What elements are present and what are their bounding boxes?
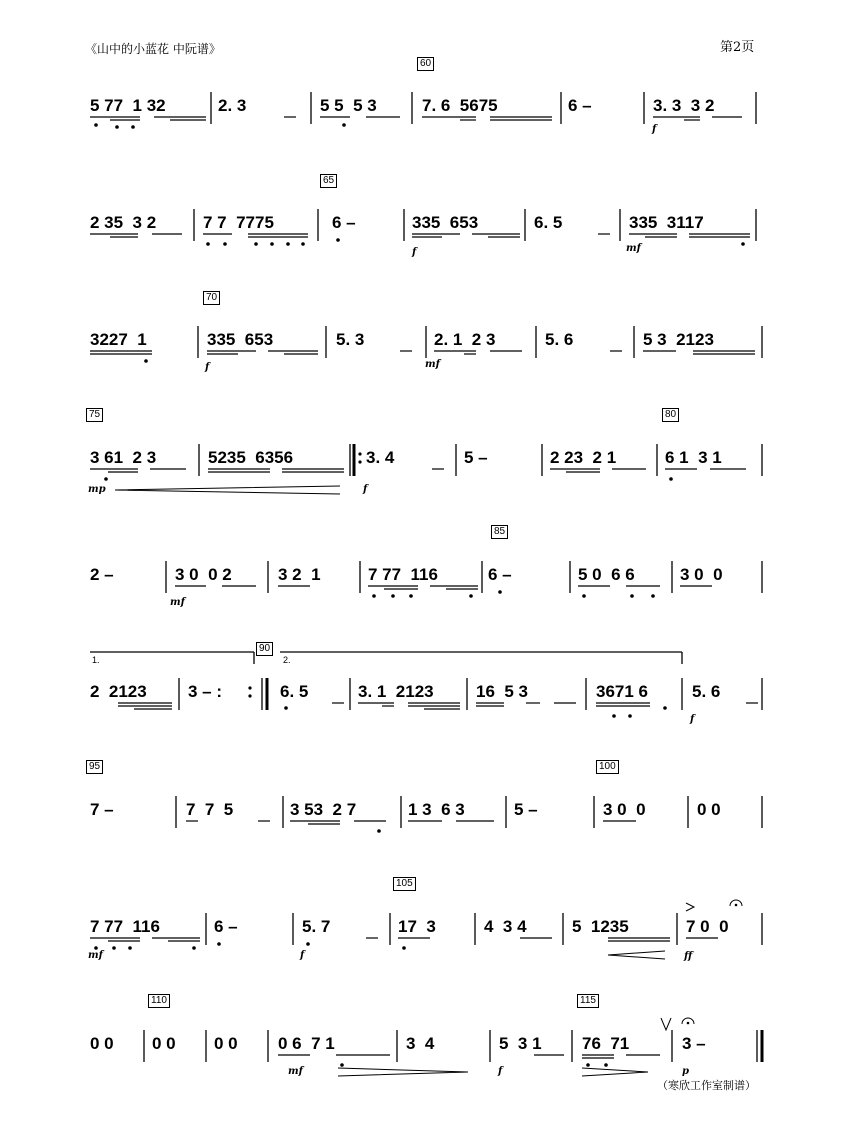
measure: 76 71 [582, 1034, 630, 1053]
measure: 5 3 2123 [643, 330, 714, 349]
dynamic-mark: f [300, 950, 305, 961]
measure: 335 653 [412, 213, 479, 232]
measure: 6 – [568, 96, 592, 115]
measure: 3 0 0 [603, 800, 646, 819]
volta-1-label: 1. [92, 655, 100, 665]
measure: 0 0 [90, 1034, 114, 1053]
measure: 17 3 [398, 917, 436, 936]
measure: 5 1235 [572, 917, 629, 936]
measure: 3 – : [188, 682, 223, 701]
measure: 3671 6 [596, 682, 648, 701]
measure: 335 653 [207, 330, 274, 349]
measure: 6 – [332, 213, 356, 232]
measure: 335 3117 [629, 213, 704, 232]
measure: 16 5 3 [476, 682, 528, 701]
measure: 3 0 0 [680, 565, 723, 584]
measure: 6 1 3 1 [665, 448, 722, 467]
measure: 5. 6 [545, 330, 574, 349]
rehearsal-mark-95: 95 [86, 760, 103, 774]
measure: 2. 1 2 3 [434, 330, 496, 349]
measure: 3 4 [406, 1034, 435, 1053]
measure: 3 0 0 2 [175, 565, 232, 584]
dynamic-mark: mf [425, 359, 440, 370]
rehearsal-mark-60: 60 [417, 57, 434, 71]
measure: 7 0 0 [686, 917, 729, 936]
measure: 3. 4 [366, 448, 395, 467]
measure: 5 77 1 32 [90, 96, 166, 115]
volta-2-label: 2. [283, 655, 291, 665]
rehearsal-mark-105: 105 [393, 877, 416, 891]
measure: 6 – [488, 565, 512, 584]
document-title: 《山中的小蓝花 中阮谱》 [85, 42, 221, 56]
rehearsal-mark-110: 110 [148, 994, 170, 1008]
measure: 7 – [90, 800, 114, 819]
measure: 2 2123 [90, 682, 147, 701]
measure: 3 53 2 7 [290, 800, 357, 819]
page-number: 第2页 [720, 40, 755, 55]
rehearsal-mark-85: 85 [491, 525, 508, 539]
measure: 0 6 7 1 [278, 1034, 335, 1053]
measure: 2. 3 [218, 96, 247, 115]
rehearsal-mark-75: 75 [86, 408, 103, 422]
rehearsal-mark-65: 65 [320, 174, 337, 188]
measure: 5235 6356 [208, 448, 294, 467]
measure: 3227 1 [90, 330, 147, 349]
dynamic-mark: f [412, 247, 417, 258]
dynamic-mark: f [690, 714, 695, 725]
measure: 3 2 1 [278, 565, 321, 584]
measure: 0 0 [214, 1034, 238, 1053]
measure: 2 35 3 2 [90, 213, 157, 232]
measure: 0 0 [697, 800, 721, 819]
measure: 5 – [514, 800, 538, 819]
dynamic-mark: mf [288, 1066, 303, 1077]
measure: 5 3 1 [499, 1034, 542, 1053]
dynamic-mark: mf [88, 950, 103, 961]
dynamic-mark: mf [626, 243, 641, 254]
measure: 6 – [214, 917, 238, 936]
measure: 7. 6 5675 [422, 96, 498, 115]
measure: 7 7 5 [186, 800, 234, 819]
measure: 5 0 6 6 [578, 565, 635, 584]
measure: 5 5 5 3 [320, 96, 377, 115]
dynamic-mark: f [652, 124, 657, 135]
measure: 7 77 116 [90, 917, 160, 936]
measure: 7 7 7775 [203, 213, 274, 232]
measure: 3 – [682, 1034, 706, 1053]
measure: 2 23 2 1 [550, 448, 617, 467]
measure: 6. 5 [280, 682, 309, 701]
dynamic-mark: f [363, 484, 368, 495]
measure: 5. 3 [336, 330, 365, 349]
measure: 4 3 4 [484, 917, 527, 936]
measure: 5. 7 [302, 917, 331, 936]
measure: 3. 3 3 2 [653, 96, 715, 115]
rehearsal-mark-80: 80 [662, 408, 679, 422]
dynamic-mark: f [498, 1066, 503, 1077]
rehearsal-mark-115: 115 [577, 994, 599, 1008]
dynamic-mark: mp [88, 484, 106, 495]
measure: 1 3 6 3 [408, 800, 465, 819]
measure: 6. 5 [534, 213, 563, 232]
credit-line: （寒欣工作室制谱） [657, 1079, 756, 1092]
measure: 5 – [464, 448, 488, 467]
dynamic-mark: mf [170, 597, 185, 608]
measure: 3 61 2 3 [90, 448, 157, 467]
measure: 3. 1 2123 [358, 682, 434, 701]
dynamic-mark: ff [684, 951, 693, 962]
dynamic-mark: f [205, 362, 210, 373]
measure: 5. 6 [692, 682, 721, 701]
measure: 2 – [90, 565, 114, 584]
rehearsal-mark-70: 70 [203, 291, 220, 305]
rehearsal-mark-100: 100 [596, 760, 619, 774]
dynamic-mark: p [682, 1066, 689, 1077]
rehearsal-mark-90: 90 [256, 642, 273, 656]
measure: 7 77 116 [368, 565, 438, 584]
measure: 0 0 [152, 1034, 176, 1053]
